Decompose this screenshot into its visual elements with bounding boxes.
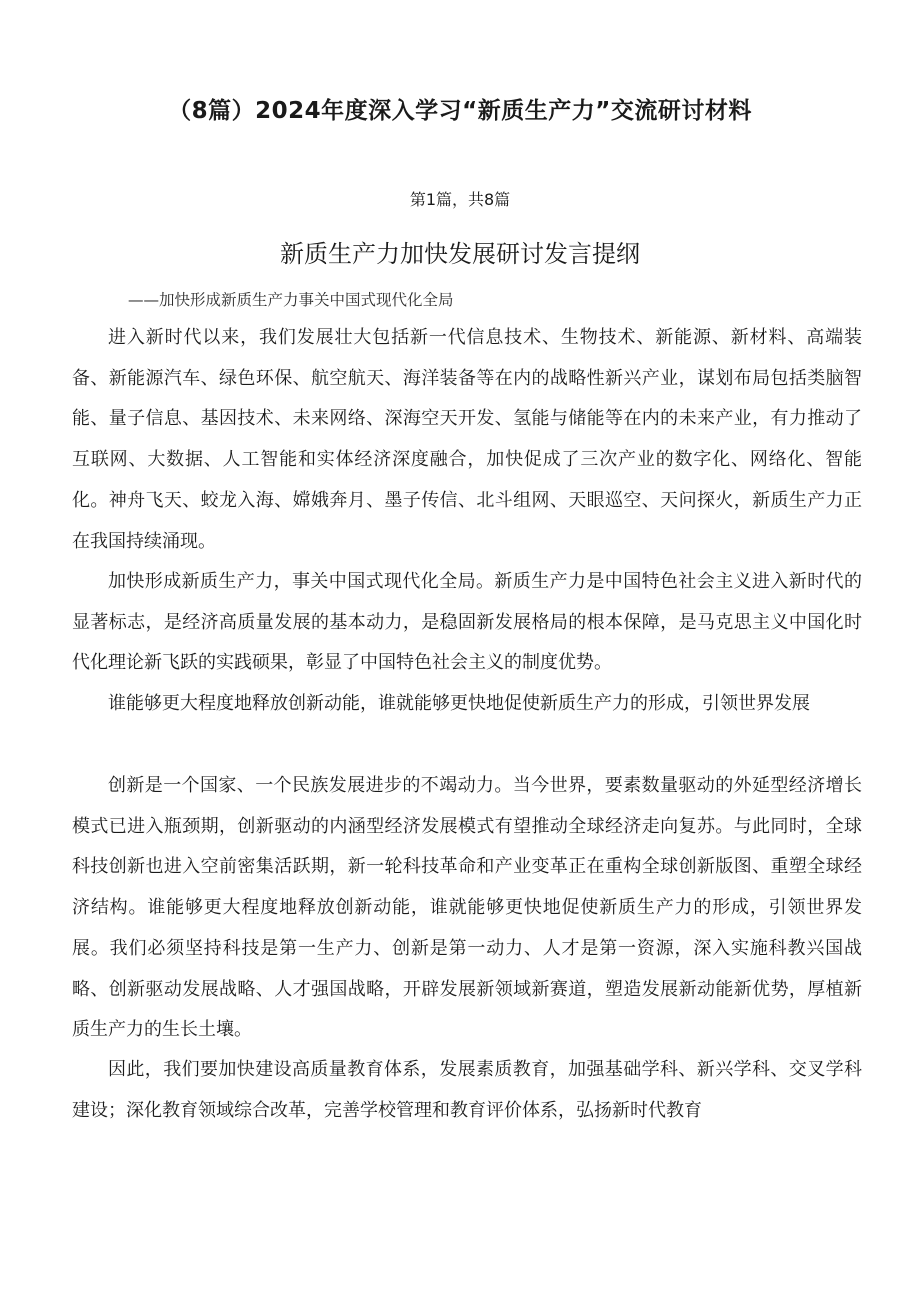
body-heading-paragraph: 谁能够更大程度地释放创新动能，谁就能够更快地促使新质生产力的形成，引领世界发展 [108,693,810,714]
section-title: 新质生产力加快发展研讨发言提纲 [280,240,640,268]
body-paragraph: 进入新时代以来，我们发展壮大包括新一代信息技术、生物技术、新能源、新材料、高端装备、新能源汽车、绿色环保、航空航天、海洋装备等在内的战略性新兴产业，谋划布局包括类脑智能、量子信息、基因技术、未来网络、深海空天开发、氢能与储能等在内的未来产业，有力推动了互联网、大数据、人工智能和实体经济深度融合，加快促成了三次产业的数字化、网络化、智能化。神舟飞天、蛟龙入海、嫦娥奔月、墨子传信、北斗组网、天眼巡空、天问探火，新质生产力正在我国持续涌现。 [72,327,862,552]
section-byline: ——加快形成新质生产力事关中国式现代化全局 [128,291,454,309]
body-paragraph: 因此，我们要加快建设高质量教育体系，发展素质教育，加强基础学科、新兴学科、交叉学科建设；深化教育领域综合改革，完善学校管理和教育评价体系，弘扬新时代教育 [72,1059,862,1121]
body-paragraph: 创新是一个国家、一个民族发展进步的不竭动力。当今世界，要素数量驱动的外延型经济增长模式已进入瓶颈期，创新驱动的内涵型经济发展模式有望推动全球经济走向复苏。与此同时，全球科技创新也进入空前密集活跃期，新一轮科技革命和产业变革正在重构全球创新版图、重塑全球经济结构。谁能够更大程度地释放创新动能，谁就能够更快地促使新质生产力的形成，引领世界发展。我们必须坚持科技是第一生产力、创新是第一动力、人才是第一资源，深入实施科教兴国战略、创新驱动发展战略、人才强国战略，开辟发展新领域新赛道，塑造发展新动能新优势，厚植新质生产力的生长土壤。 [72,775,862,1041]
body-paragraph: 加快形成新质生产力，事关中国式现代化全局。新质生产力是中国特色社会主义进入新时代的显著标志，是经济高质量发展的基本动力，是稳固新发展格局的根本保障，是马克思主义中国化时代化理论新飞跃的实践硕果，彰显了中国特色社会主义的制度优势。 [72,571,862,674]
document-title: （8篇）2024年度深入学习“新质生产力”交流研讨材料 [168,98,752,124]
part-indicator: 第1篇，共8篇 [409,190,511,209]
